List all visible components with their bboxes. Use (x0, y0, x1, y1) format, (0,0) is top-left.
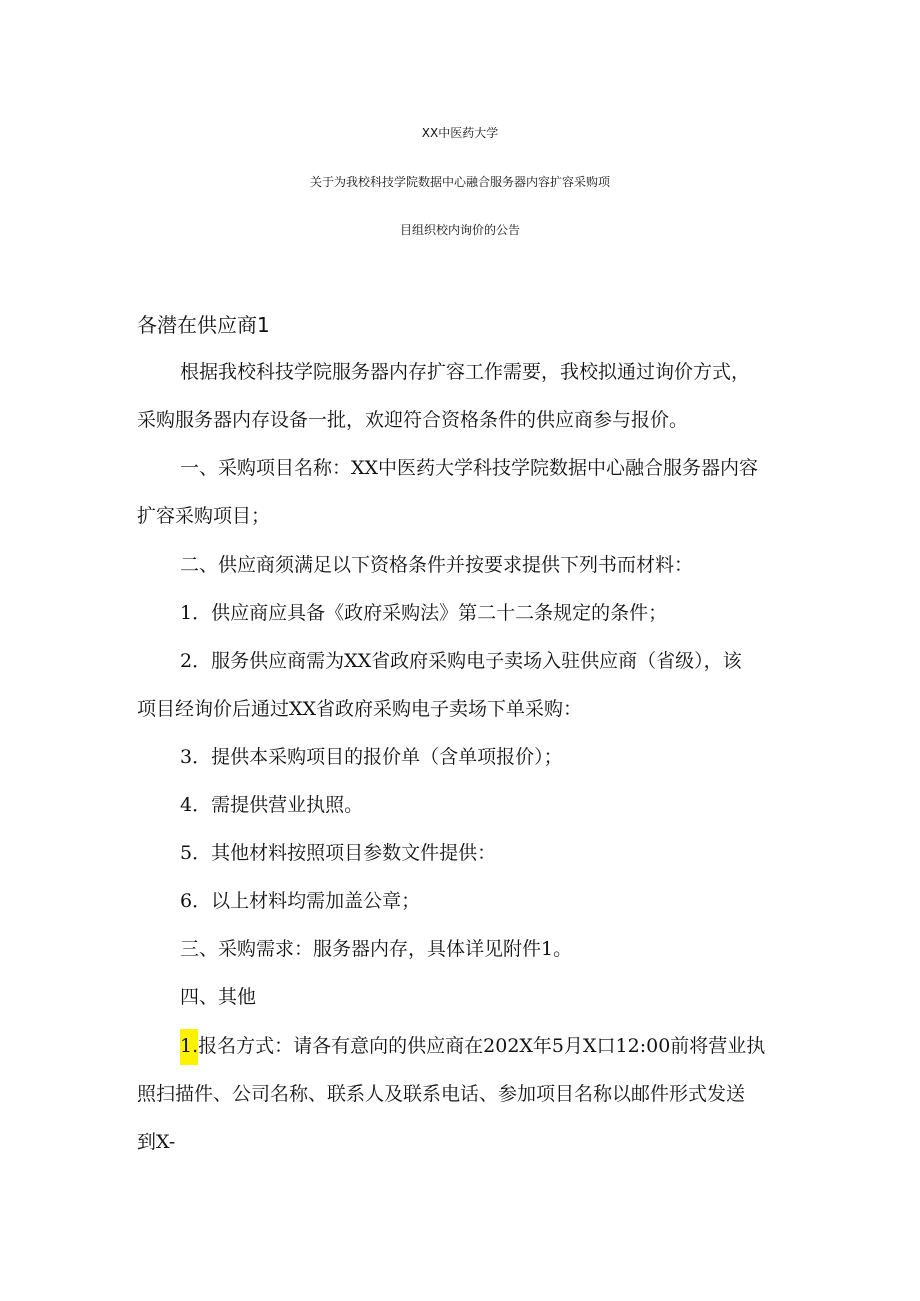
requirement-6: 6．以上材料均需加盖公章； (180, 890, 421, 912)
requirement-4: 4．需提供营业执照。 (180, 794, 364, 816)
item-1-line-2: 扩容采购项目； (137, 505, 271, 527)
other-1-line-1 (180, 1033, 765, 1059)
item-2: 二、供应商须满足以下资格条件并按要求提供下列书而材料： (180, 554, 694, 576)
requirement-2-line-1: 2．服务供应商需为XX省政府采购电子卖场入驻供应商（省级），该 (180, 650, 742, 672)
item-1-line-1: 一、采购项目名称：XX中医药大学科技学院数据中心融合服务器内容 (180, 457, 759, 479)
other-1-line-2: 照扫描件、公司名称、联系人及联系电话、参加项目名称以邮件形式发送 (137, 1083, 746, 1105)
document-title-line-3: 目组织校内询价的公告 (399, 223, 520, 237)
highlighted-number: 1. (180, 1029, 198, 1065)
salutation: 各潜在供应商1 (137, 313, 270, 337)
item-3: 三、采购需求：服务器内存，具体详见附件1。 (180, 938, 573, 960)
requirement-5: 5．其他材料按照项目参数文件提供： (180, 842, 497, 864)
requirement-2-line-2: 项目经询价后通过XX省政府采购电子卖场下单采购： (137, 698, 583, 720)
other-1-text: 报名方式：请各有意向的供应商在202X年5月X口12:00前将营业执 (198, 1035, 766, 1057)
intro-line-2: 采购服务器内存设备一批，欢迎符合资格条件的供应商参与报价。 (137, 409, 689, 431)
requirement-3: 3．提供本采购项目的报价单（含单项报价）； (180, 746, 563, 768)
document-title-line-2: 关于为我校科技学院数据中心融合服务器内容扩容采购项 (309, 175, 610, 189)
item-4: 四、其他 (180, 986, 257, 1008)
document-title-line-1: XX中医药大学 (421, 126, 499, 140)
other-1-line-3: 到X- (137, 1131, 176, 1153)
requirement-1: 1．供应商应具备《政府采购法》第二十二条规定的条件； (180, 602, 668, 624)
intro-line-1: 根据我校科技学院服务器内存扩容工作需要，我校拟通过询价方式， (180, 361, 751, 383)
